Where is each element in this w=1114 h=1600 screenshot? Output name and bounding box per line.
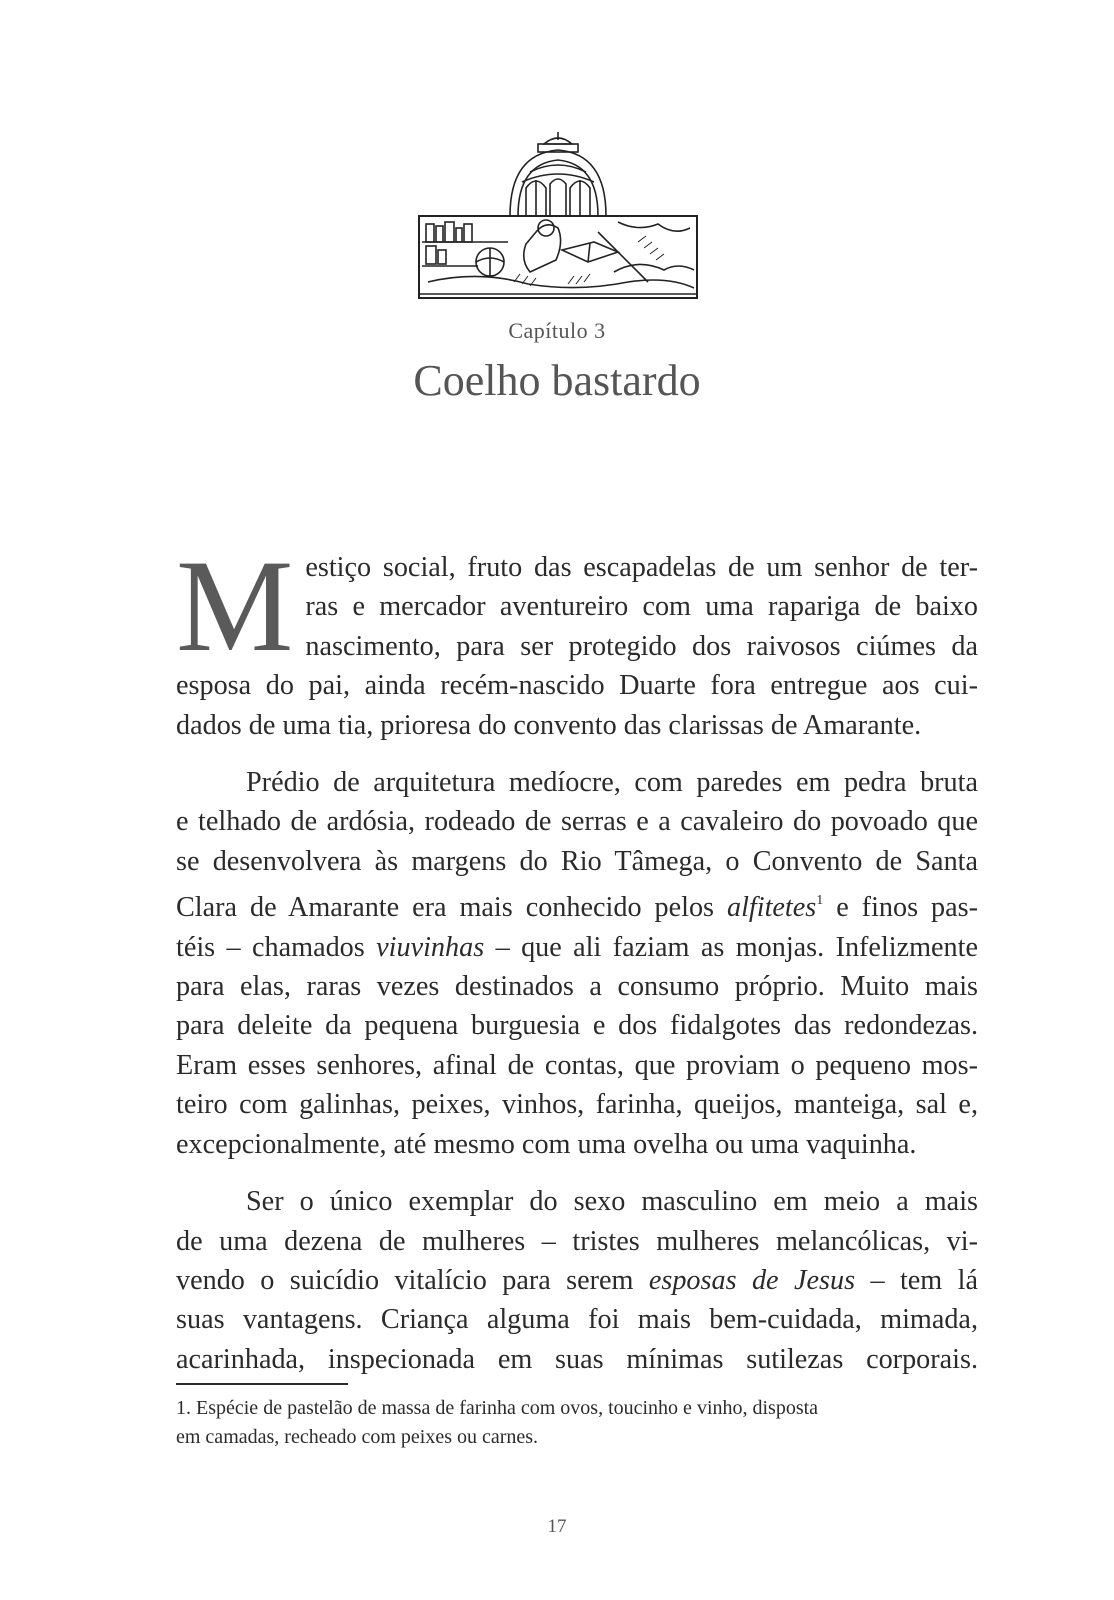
text-line: de uma dezena de mulheres – tristes mulheres melancólicas, vi- <box>176 1225 978 1257</box>
text-line: nascimento, para ser protegido dos raivosos ciúmes da <box>305 630 978 662</box>
text-line: se desenvolvera às margens do Rio Tâmega, o Convento de Santa <box>176 845 978 877</box>
text-line: excepcionalmente, até mesmo com uma ovelha ou uma vaquinha. <box>176 1128 917 1160</box>
drop-cap: M <box>176 532 294 679</box>
footnote-line: 1. Espécie de pastelão de massa de farinha com ovos, toucinho e vinho, disposta <box>176 1397 819 1419</box>
text-line: Prédio de arquitetura medíocre, com paredes em pedra bruta <box>246 767 978 799</box>
text-line: Clara de Amarante era mais conhecido pelos alfitetes$^1$ e finos pas- <box>176 892 978 924</box>
text-line: suas vantagens. Criança alguma foi mais bem-cuidada, mimada, <box>176 1304 978 1336</box>
text-line: Ser o único exemplar do sexo masculino em meio a mais <box>246 1186 978 1218</box>
text-line: dados de uma tia, prioresa do convento das clarissas de Amarante. <box>176 709 922 741</box>
footnote-separator <box>176 1383 348 1385</box>
text-line: Eram esses senhores, afinal de contas, que proviam o pequeno mos- <box>176 1049 978 1081</box>
text-line: estiço social, fruto das escapadelas de um senhor de ter- <box>305 552 978 583</box>
text-line: ras e mercador aventureiro com uma rapariga de baixo <box>305 591 978 623</box>
text-line: e telhado de ardósia, rodeado de serras e a cavaleiro do povoado que <box>176 806 978 838</box>
text-line: esposa do pai, ainda recém-nascido Duarte fora entregue aos cui- <box>176 670 978 702</box>
chapter-label: Capítulo 3 <box>508 318 606 343</box>
paragraph-2 <box>176 763 978 1164</box>
chapter-ornament-engraving-icon <box>418 132 698 300</box>
text-line: para deleite da pequena burguesia e dos fidalgotes das redondezas. <box>176 1010 978 1042</box>
text-line: vendo o suicídio vitalício para serem esposas de Jesus – tem lá <box>176 1264 978 1296</box>
italic-term: viuvinhas <box>376 931 485 963</box>
text-line: téis – chamados viuvinhas – que ali faziam as monjas. Infelizmente <box>176 931 978 963</box>
italic-term: esposas de Jesus <box>648 1264 856 1296</box>
italic-term: alfitetes <box>726 892 817 924</box>
footnote-reference: 1 <box>816 893 824 909</box>
paragraph-1 <box>176 532 978 745</box>
text-line: para elas, raras vezes destinados a consumo próprio. Muito mais <box>176 971 978 1003</box>
text-line: acarinhada, inspecionada em suas mínimas sutilezas corporais. <box>176 1343 978 1375</box>
footnote <box>176 1394 966 1452</box>
footnote-line: em camadas, recheado com peixes ou carnes. <box>176 1426 539 1448</box>
page-number: 17 <box>547 1516 567 1537</box>
paragraph-3 <box>176 1182 978 1379</box>
text-line: teiro com galinhas, peixes, vinhos, farinha, queijos, manteiga, sal e, <box>176 1089 978 1121</box>
chapter-title: Coelho bastardo <box>413 356 701 405</box>
chapter-body <box>176 532 978 1379</box>
